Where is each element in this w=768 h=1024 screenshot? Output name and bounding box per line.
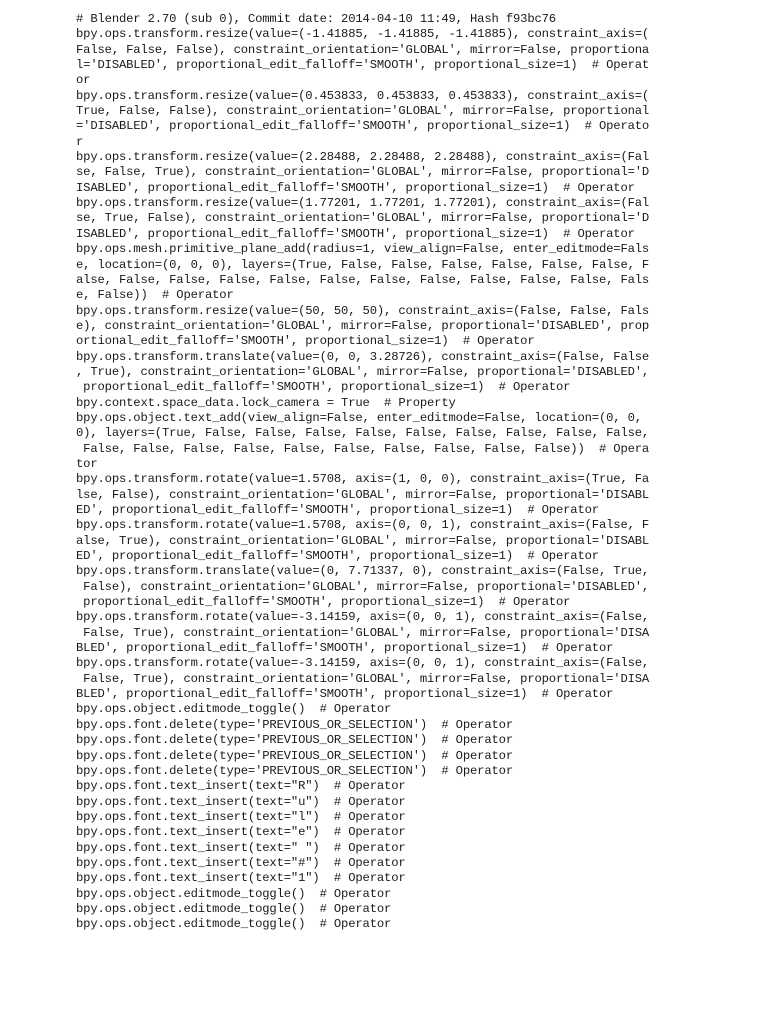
code-line: e, False)) # Operator xyxy=(76,288,234,303)
code-line: ISABLED', proportional_edit_falloff='SMOOTH', proportional_size=1) # Operator xyxy=(76,180,635,195)
code-line: lse, False), constraint_orientation='GLOBAL', mirror=False, proportional='DISABL xyxy=(76,487,650,502)
code-line: bpy.ops.transform.resize(value=(-1.41885, -1.41885, -1.41885), constraint_axis=( xyxy=(76,27,650,42)
code-line: 0), layers=(True, False, False, False, False, False, False, False, False, False, xyxy=(76,426,650,441)
code-line: BLED', proportional_edit_falloff='SMOOTH', proportional_size=1) # Operator xyxy=(76,641,614,656)
code-line: False), constraint_orientation='GLOBAL', mirror=False, proportional='DISABLED', xyxy=(76,579,650,594)
code-line: bpy.ops.transform.rotate(value=1.5708, axis=(0, 0, 1), constraint_axis=(False, F xyxy=(76,518,650,533)
code-line: bpy.ops.object.text_add(view_align=False, enter_editmode=False, location=(0, 0, xyxy=(76,410,642,425)
code-line: BLED', proportional_edit_falloff='SMOOTH', proportional_size=1) # Operator xyxy=(76,687,614,702)
code-line: bpy.ops.font.text_insert(text="#") # Operator xyxy=(76,855,406,870)
code-line: e, location=(0, 0, 0), layers=(True, False, False, False, False, False, False, F xyxy=(76,257,650,272)
code-line: True, False, False), constraint_orientation='GLOBAL', mirror=False, proportional xyxy=(76,104,650,119)
code-line: bpy.ops.object.editmode_toggle() # Operator xyxy=(76,886,392,901)
code-line: bpy.ops.transform.rotate(value=1.5708, axis=(1, 0, 0), constraint_axis=(True, Fa xyxy=(76,472,650,487)
code-line: bpy.ops.font.delete(type='PREVIOUS_OR_SELECTION') # Operator xyxy=(76,733,513,748)
code-line: ED', proportional_edit_falloff='SMOOTH', proportional_size=1) # Operator xyxy=(76,503,599,517)
code-line: bpy.ops.font.delete(type='PREVIOUS_OR_SELECTION') # Operator xyxy=(76,748,513,763)
code-line: bpy.ops.font.text_insert(text="R") # Operator xyxy=(76,779,406,794)
code-line: bpy.ops.transform.translate(value=(0, 7.71337, 0), constraint_axis=(False, True, xyxy=(76,564,650,579)
document-body xyxy=(76,12,676,933)
code-line: tor xyxy=(76,456,98,471)
code-line: bpy.ops.transform.resize(value=(1.77201, 1.77201, 1.77201), constraint_axis=(Fal xyxy=(76,196,650,211)
code-line: bpy.context.space_data.lock_camera = True # Property xyxy=(76,395,456,410)
code-line: bpy.ops.font.text_insert(text="1") # Operator xyxy=(76,871,406,886)
code-line: se, False, True), constraint_orientation='GLOBAL', mirror=False, proportional='D xyxy=(76,165,650,180)
code-line: bpy.ops.transform.rotate(value=-3.14159, axis=(0, 0, 1), constraint_axis=(False, xyxy=(76,610,650,625)
code-line: False, False, False), constraint_orientation='GLOBAL', mirror=False, proportiona xyxy=(76,42,650,57)
code-line: ='DISABLED', proportional_edit_falloff='SMOOTH', proportional_size=1) # Operato xyxy=(76,119,650,134)
code-line: or xyxy=(76,73,91,88)
code-line: bpy.ops.transform.rotate(value=-3.14159, axis=(0, 0, 1), constraint_axis=(False, xyxy=(76,656,650,671)
code-line: bpy.ops.object.editmode_toggle() # Operator xyxy=(76,917,392,932)
code-line: e), constraint_orientation='GLOBAL', mirror=False, proportional='DISABLED', prop xyxy=(76,318,650,333)
code-line: bpy.ops.object.editmode_toggle() # Operator xyxy=(76,702,392,717)
code-line: ISABLED', proportional_edit_falloff='SMOOTH', proportional_size=1) # Operator xyxy=(76,226,635,241)
code-line: bpy.ops.transform.resize(value=(50, 50, 50), constraint_axis=(False, False, Fals xyxy=(76,303,650,318)
code-line: proportional_edit_falloff='SMOOTH', proportional_size=1) # Operator xyxy=(76,380,571,395)
code-line: ED', proportional_edit_falloff='SMOOTH', proportional_size=1) # Operator xyxy=(76,549,599,564)
code-line: l='DISABLED', proportional_edit_falloff='SMOOTH', proportional_size=1) # Operat xyxy=(76,58,650,73)
code-line: se, True, False), constraint_orientation='GLOBAL', mirror=False, proportional='D xyxy=(76,211,650,226)
code-line: alse, False, False, False, False, False, False, False, False, False, False, Fals xyxy=(76,272,650,287)
code-line: False, True), constraint_orientation='GLOBAL', mirror=False, proportional='DISA xyxy=(76,625,650,640)
code-line: bpy.ops.font.text_insert(text="e") # Operator xyxy=(76,825,406,840)
code-line: bpy.ops.font.text_insert(text=" ") # Operator xyxy=(76,840,406,855)
code-line: , True), constraint_orientation='GLOBAL', mirror=False, proportional='DISABLED', xyxy=(76,364,650,379)
code-line: bpy.ops.font.delete(type='PREVIOUS_OR_SELECTION') # Operator xyxy=(76,717,513,732)
code-line: bpy.ops.font.delete(type='PREVIOUS_OR_SELECTION') # Operator xyxy=(76,763,513,778)
code-line: bpy.ops.object.editmode_toggle() # Operator xyxy=(76,901,392,916)
code-line: r xyxy=(76,134,84,149)
code-line: bpy.ops.transform.translate(value=(0, 0, 3.28726), constraint_axis=(False, False xyxy=(76,349,650,364)
code-line: ortional_edit_falloff='SMOOTH', proportional_size=1) # Operator xyxy=(76,334,535,349)
code-line: False, False, False, False, False, False, False, False, False, False)) # Opera xyxy=(76,441,650,456)
code-line: # Blender 2.70 (sub 0), Commit date: 2014-04-10 11:49, Hash f93bc76 xyxy=(76,12,556,26)
code-line: bpy.ops.transform.resize(value=(0.453833, 0.453833, 0.453833), constraint_axis=( xyxy=(76,88,650,103)
code-line: proportional_edit_falloff='SMOOTH', proportional_size=1) # Operator xyxy=(76,595,571,610)
code-line: bpy.ops.font.text_insert(text="l") # Operator xyxy=(76,809,406,824)
code-line: bpy.ops.transform.resize(value=(2.28488, 2.28488, 2.28488), constraint_axis=(Fal xyxy=(76,150,650,165)
code-line: bpy.ops.font.text_insert(text="u") # Operator xyxy=(76,794,406,809)
code-line: False, True), constraint_orientation='GLOBAL', mirror=False, proportional='DISA xyxy=(76,671,650,686)
code-line: alse, True), constraint_orientation='GLOBAL', mirror=False, proportional='DISABL xyxy=(76,533,650,548)
code-line: bpy.ops.mesh.primitive_plane_add(radius=1, view_align=False, enter_editmode=Fals xyxy=(76,242,650,257)
